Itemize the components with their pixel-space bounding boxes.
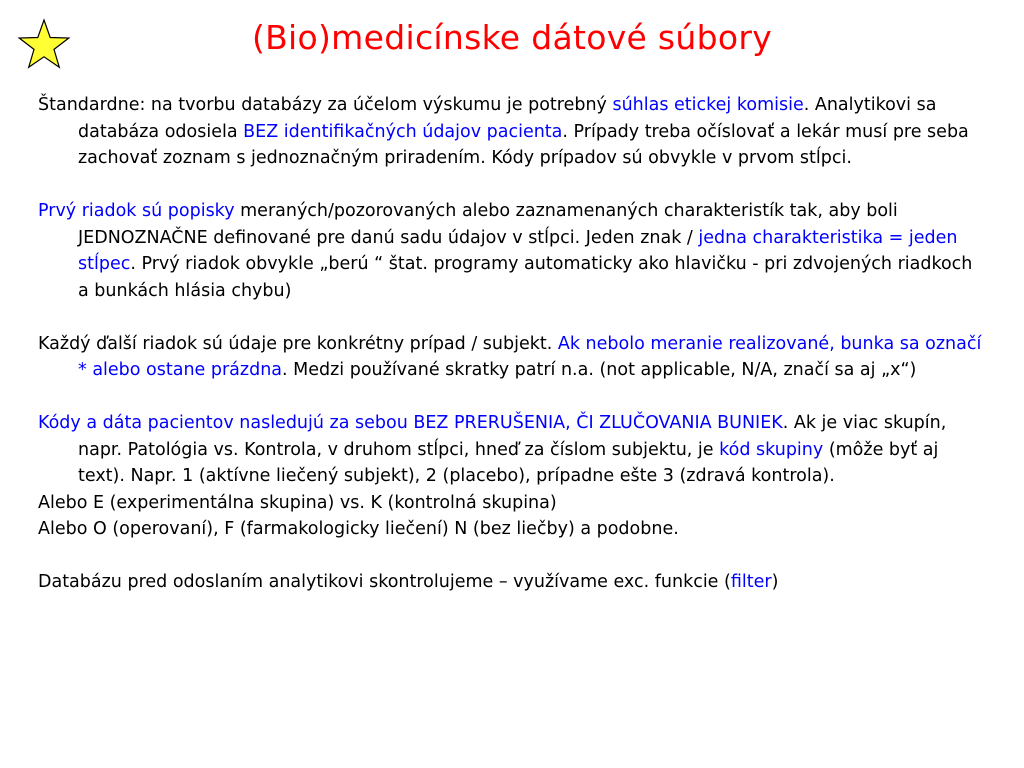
text-run: Databázu pred odoslaním analytikovi skontrolujeme – využívame exc. funkcie ( [38,572,731,592]
text-run: ) [771,572,779,592]
text-run: . Prvý riadok obvykle „berú “ štat. programy automaticky ako hlavičku - pri zdvojených riadkoch a bunkách hlásia chybu) [78,254,973,301]
highlight-one-characteristic-one-column: jedna charakteristika = jeden stĺpec [78,227,958,274]
paragraph-alt-ofn: Alebo O (operovaní), F (farmakologicky liečení) N (bez liečby) a podobne. [38,519,679,539]
highlight-missing-values: Ak nebolo meranie realizované, bunka sa označí * alebo ostane prázdna [78,333,982,380]
slide-body [38,92,988,596]
highlight-ethics-approval: súhlas etickej komisie [612,95,804,115]
text-run: . Ak je viac skupín, napr. Patológia vs. Kontrola, v druhom stĺpci, hneď za číslom subjektu, je [78,413,947,460]
text-run: meraných/pozorovaných alebo zaznamenaných charakteristík tak, aby boli JEDNOZNAČNE definované pre danú sadu údajov v stĺpci. Jeden znak / [78,201,898,248]
highlight-group-code: kód skupiny [719,439,824,460]
paragraph-each-row [38,331,988,384]
text-run: Každý ďalší riadok sú údaje pre konkrétny prípad / subjekt. [38,333,558,354]
spacer [38,543,988,570]
paragraph-standards [38,92,988,172]
spacer [38,172,988,199]
paragraph-first-row [38,198,988,304]
paragraph-check-database [38,569,988,596]
paragraph-patient-codes [38,410,988,490]
highlight-no-merging: Kódy a dáta pacientov nasledujú za sebou BEZ PRERUŠENIA, ČI ZLUČOVANIA BUNIEK [38,413,783,433]
highlight-first-row-labels: Prvý riadok sú popisky [38,201,235,221]
text-run: . Medzi používané skratky patrí n.a. (not applicable, N/A, značí sa aj „x“) [282,360,917,380]
highlight-filter: filter [730,572,772,592]
highlight-no-identifiers: BEZ identifikačných údajov pacienta [243,121,563,142]
text-run: . Prípady treba očíslovať a lekár musí pre seba zachovať zoznam s jednoznačným priradením. Kódy prípadov sú obvykle v prvom stĺpci. [78,121,969,168]
text-run: . Analytikovi sa databáza odosiela [78,95,937,142]
spacer [38,304,988,331]
spacer [38,384,988,411]
paragraph-alt-ek: Alebo E (experimentálna skupina) vs. K (kontrolná skupina) [38,492,557,513]
text-run: (môže byť aj text). Napr. 1 (aktívne liečený subjekt), 2 (placebo), prípadne ešte 3 (zdravá kontrola). [78,439,939,486]
text-run: Štandardne: na tvorbu databázy za účelom výskumu je potrebný [38,95,613,115]
page-title: (Bio)medicínske dátové súbory [251,18,773,57]
